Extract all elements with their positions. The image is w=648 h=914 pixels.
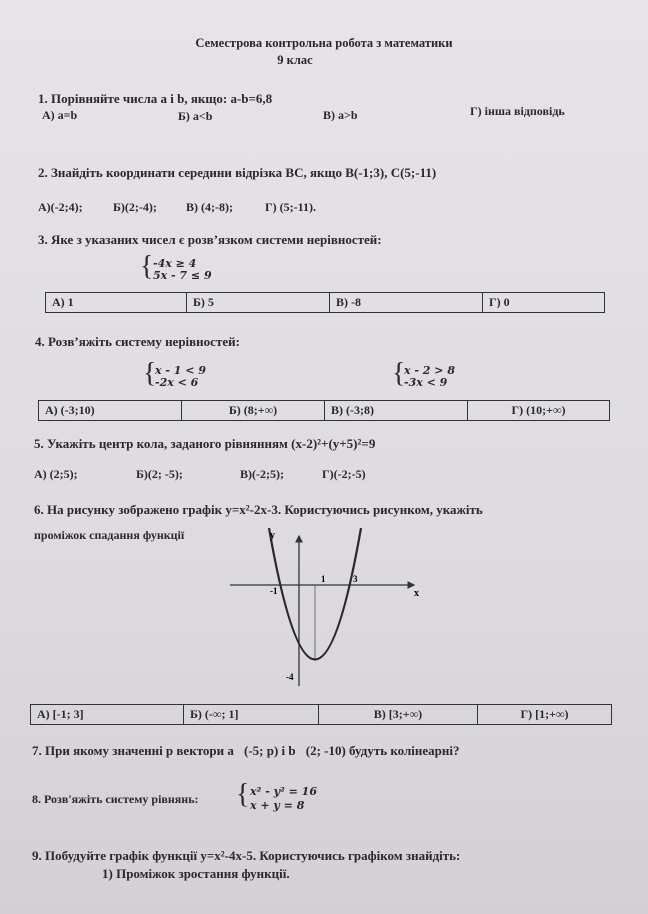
q6-option-b[interactable]: Б) (-∞; 1] <box>184 705 319 725</box>
question-5-text: 5. Укажіть центр кола, заданого рівнянням (x-2)²+(y+5)²=9 <box>34 436 376 451</box>
label-x: x <box>414 588 419 599</box>
label-1: 1 <box>321 574 326 584</box>
q1-option-d: Г) інша відповідь <box>470 104 565 118</box>
q3-option-a[interactable]: А) 1 <box>46 293 187 313</box>
q4-system-b-brace: { <box>392 358 406 389</box>
q8-system-line-1: x² - y² = 16 <box>250 785 317 798</box>
q3-option-c[interactable]: В) -8 <box>330 293 483 313</box>
question-6-text-line-1: 6. На рисунку зображено графік y=x²-2x-3. Користуючись рисунком, укажіть <box>34 502 483 517</box>
page-title: Семестрова контрольна робота з математики <box>195 36 453 50</box>
q3-option-b[interactable]: Б) 5 <box>187 293 330 313</box>
q5-option-d: Г)(-2;-5) <box>322 467 366 481</box>
label-3: 3 <box>353 574 358 584</box>
q2-option-b: Б)(2;-4); <box>113 200 157 214</box>
question-3-text: 3. Яке з указаних чисел є розв’язком системи нерівностей: <box>38 232 382 247</box>
q3-system-line-2: 5x - 7 ≤ 9 <box>153 269 212 282</box>
q2-option-a: А)(-2;4); <box>38 200 83 214</box>
q6-option-c[interactable]: В) [3;+∞) <box>319 705 478 725</box>
q5-option-a: А) (2;5); <box>34 467 78 481</box>
q5-option-b: Б)(2; -5); <box>136 467 183 481</box>
question-9-item-1: 1) Проміжок зростання функції. <box>102 866 290 881</box>
q4-system-b-line-1: x - 2 > 8 <box>404 364 455 377</box>
question-9-text: 9. Побудуйте графік функції y=x²-4x-5. Користуючись графіком знайдіть: <box>32 848 461 863</box>
question-4-text: 4. Розв’яжіть систему нерівностей: <box>35 334 240 349</box>
q4-option-b[interactable]: Б) (8;+∞) <box>182 401 325 421</box>
question-2-text: 2. Знайдіть координати середини відрізка ВС, якщо В(-1;3), С(5;-11) <box>38 165 437 180</box>
parabola-graph <box>226 528 426 688</box>
q6-option-a[interactable]: А) [-1; 3] <box>31 705 184 725</box>
q3-option-d[interactable]: Г) 0 <box>483 293 605 313</box>
q3-answer-table <box>45 292 605 313</box>
q6-answer-table <box>30 704 612 725</box>
q2-option-d: Г) (5;-11). <box>265 200 316 214</box>
q4-option-c[interactable]: В) (-3;8) <box>325 401 468 421</box>
q4-option-a[interactable]: А) (-3;10) <box>39 401 182 421</box>
q4-answer-table <box>38 400 610 421</box>
q8-system-line-2: x + y = 8 <box>250 799 305 812</box>
q3-system-line-1: -4x ≥ 4 <box>153 257 197 270</box>
question-1-text: 1. Порівняйте числа a і b, якщо: a-b=6,8 <box>38 91 273 106</box>
q4-system-a-line-2: -2x < 6 <box>155 376 199 389</box>
q1-option-c: В) a>b <box>323 108 358 122</box>
question-6-text-line-2: проміжок спадання функції <box>34 528 185 542</box>
question-8-text: 8. Розв'яжіть систему рівнянь: <box>32 792 199 806</box>
q4-system-a-brace: { <box>143 358 157 389</box>
q1-option-b: Б) a<b <box>178 109 213 123</box>
q2-option-c: В) (4;-8); <box>186 200 233 214</box>
q4-system-b-line-2: -3x < 9 <box>404 376 448 389</box>
label-y: y <box>270 530 275 541</box>
label-neg4: -4 <box>286 672 294 682</box>
q4-system-a-line-1: x - 1 < 9 <box>155 364 206 377</box>
q4-option-d[interactable]: Г) (10;+∞) <box>468 401 610 421</box>
q3-system-brace: { <box>140 251 154 282</box>
label-neg1: -1 <box>270 586 278 596</box>
q1-option-a: А) a=b <box>42 108 78 122</box>
q6-option-d[interactable]: Г) [1;+∞) <box>478 705 612 725</box>
question-7-text: 7. При якому значенні р вектори a⃗(-5; p) і b⃗(2; -10) будуть колінеарні? <box>32 743 460 758</box>
q8-system-brace: { <box>236 779 250 810</box>
grade-label: 9 клас <box>277 53 313 67</box>
q5-option-c: В)(-2;5); <box>240 467 284 481</box>
